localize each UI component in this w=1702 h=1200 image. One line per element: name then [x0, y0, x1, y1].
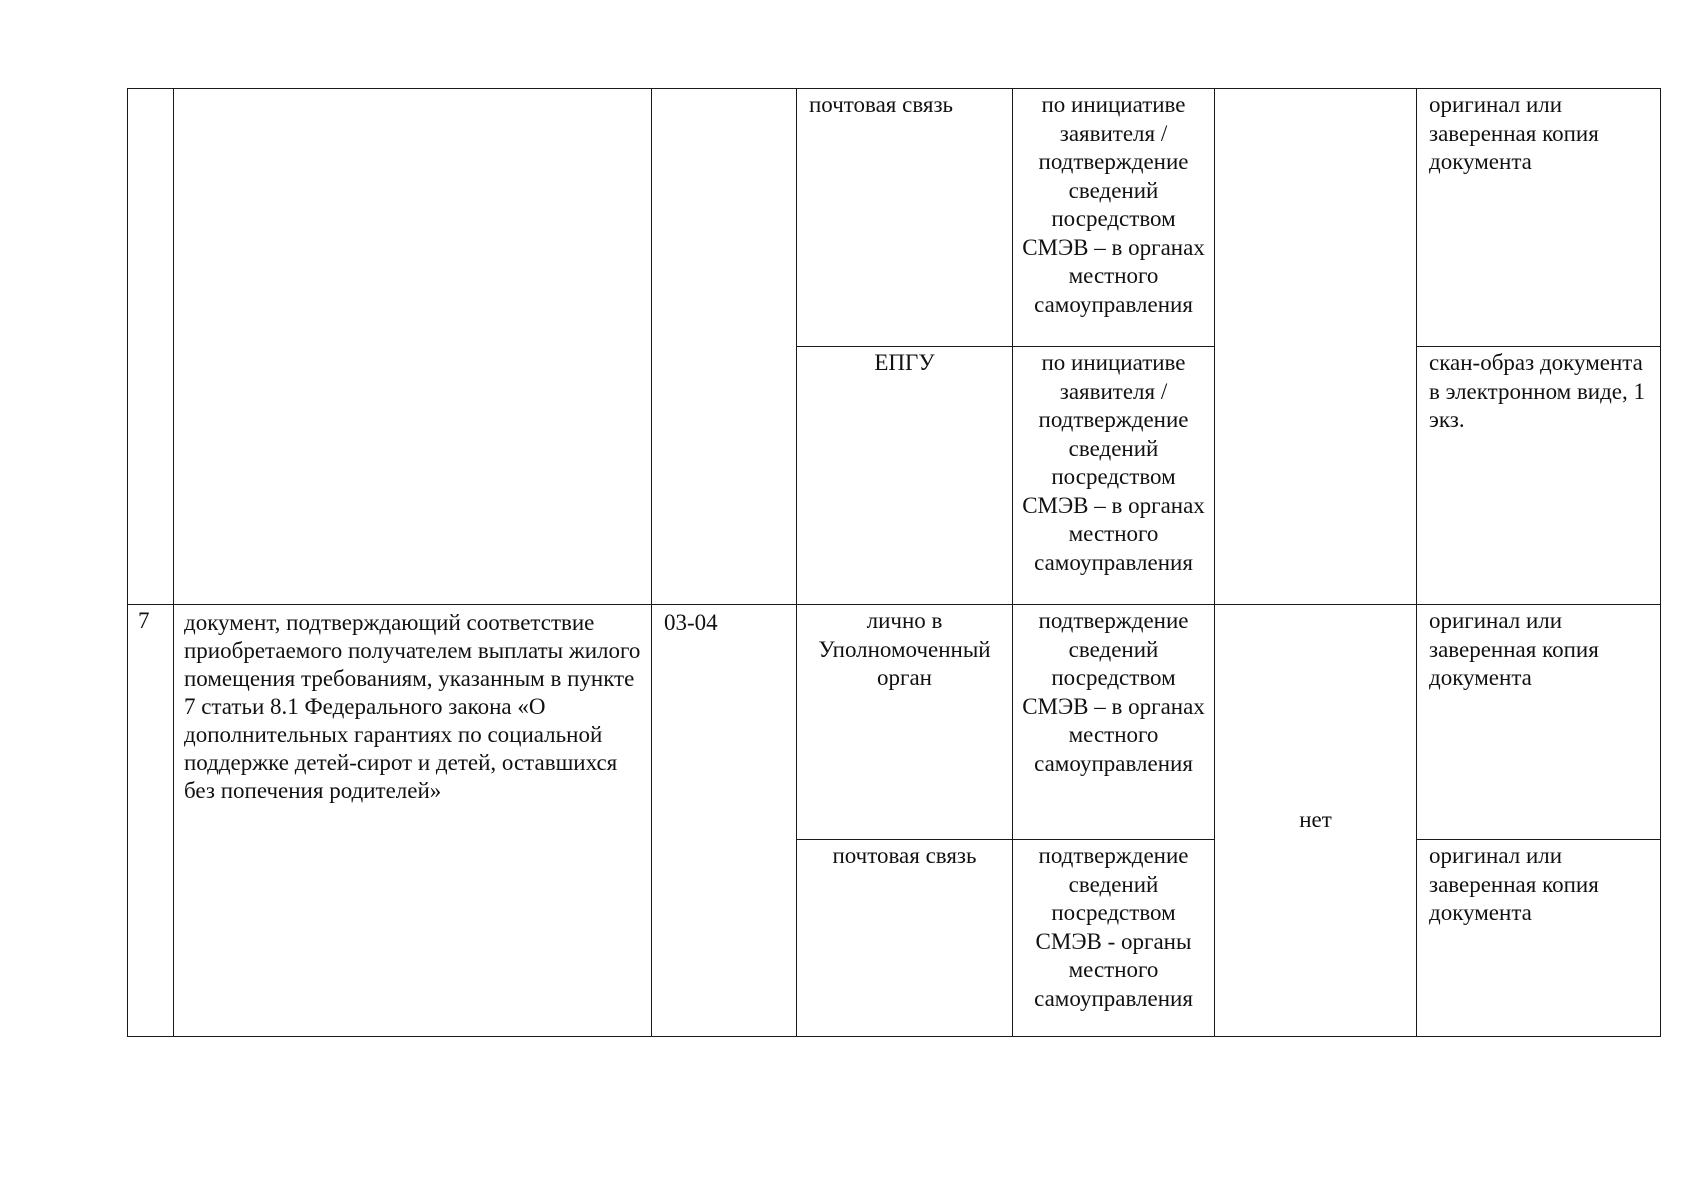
item-number-cell: 7 — [128, 605, 174, 1037]
table-row — [128, 605, 1661, 840]
interdepartmental-cell-empty — [1215, 89, 1417, 605]
basis-cell: по инициативе заявителя /подтверждение сведений посредством СМЭВ – в органах местного самоуправления — [1013, 89, 1215, 347]
requirements-table — [127, 88, 1661, 1037]
submission-way-cell: ЕПГУ — [797, 347, 1013, 605]
interdepartmental-request-cell — [1215, 605, 1417, 1037]
document-form-cell: оригинал или заверенная копия документа — [1417, 605, 1661, 840]
document-name-cell: документ, подтверждающий соответствие приобретаемого получателем выплаты жилого помещения требованиям, указанным в пункте 7 статьи 8.1 Федерального закона «О дополнительных гарантиях по социальной поддержке детей-сирот и детей, оставшихся без попечения родителей» — [174, 605, 652, 1037]
submission-way-cell: почтовая связь — [797, 840, 1013, 1037]
document-code-cell: 03-04 — [652, 605, 797, 1037]
basis-cell: подтверждение сведений посредством СМЭВ - органы местного самоуправления — [1013, 840, 1215, 1037]
document-cell-empty — [174, 89, 652, 605]
document-form-cell: оригинал или заверенная копия документа — [1417, 89, 1661, 347]
basis-cell: по инициативе заявителя /подтверждение сведений посредством СМЭВ – в органах местного самоуправления — [1013, 347, 1215, 605]
submission-way-cell: почтовая связь — [797, 89, 1013, 347]
table-row — [128, 89, 1661, 347]
submission-way-cell: лично в Уполномоченный орган — [797, 605, 1013, 840]
code-cell-empty — [652, 89, 797, 605]
interdepartmental-request-value: нет — [1299, 807, 1332, 833]
document-form-cell: скан-образ документа в электронном виде, 1 экз. — [1417, 347, 1661, 605]
document-form-cell: оригинал или заверенная копия документа — [1417, 840, 1661, 1037]
number-cell-empty — [128, 89, 174, 605]
basis-cell: подтверждение сведений посредством СМЭВ – в органах местного самоуправления — [1013, 605, 1215, 840]
